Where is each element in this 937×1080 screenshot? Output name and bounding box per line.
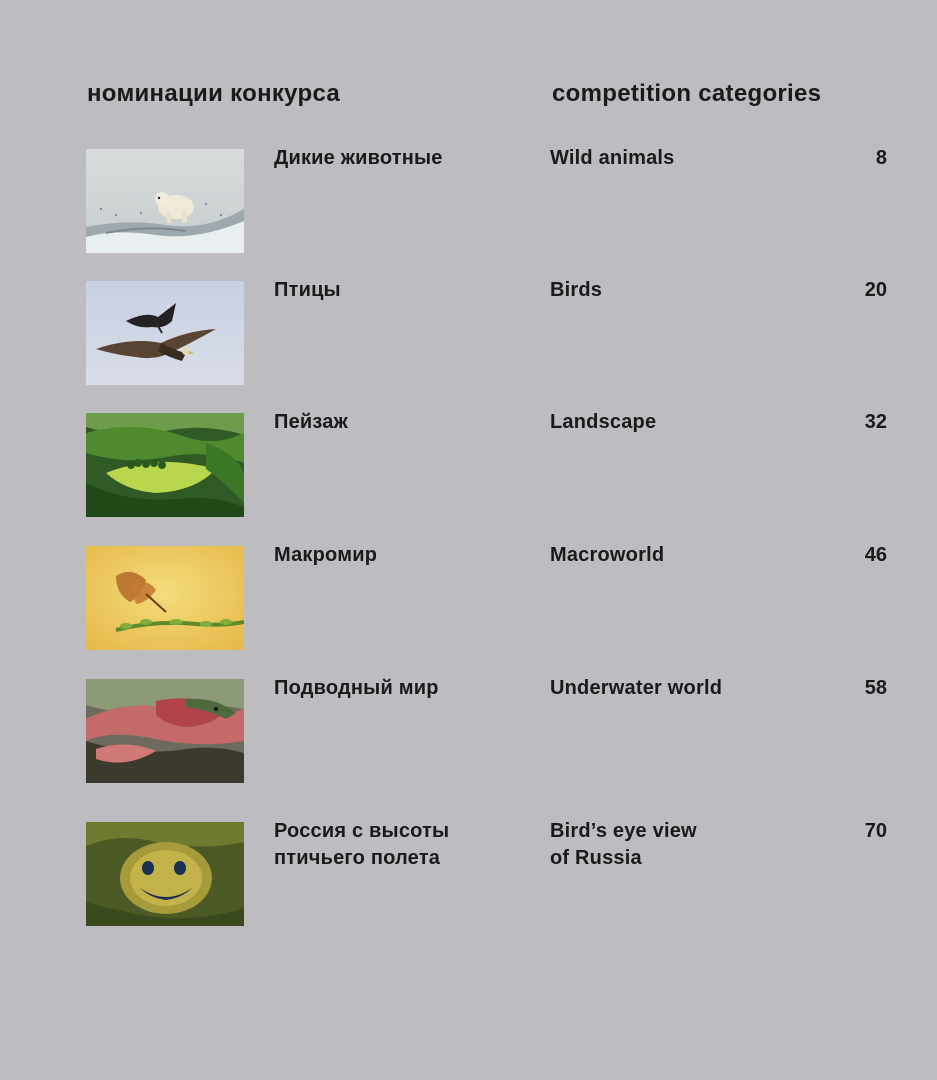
page-number: 58 — [864, 677, 887, 699]
underwater-thumbnail[interactable] — [86, 679, 244, 783]
page-number: 46 — [864, 544, 887, 566]
birds-thumbnail[interactable] — [86, 281, 244, 385]
page-number: 70 — [864, 820, 887, 842]
heading-russian: номинации конкурса — [87, 80, 341, 107]
category-title-en: Macroworld — [550, 544, 665, 566]
category-title-en: Landscape — [550, 411, 657, 433]
category-title-en: Wild animals — [550, 147, 675, 169]
category-title-en: Birds — [550, 279, 603, 301]
category-row-landscape[interactable] — [0, 413, 937, 519]
category-row-birds-eye-view[interactable] — [0, 822, 937, 928]
category-title-ru: Макромир — [274, 544, 378, 566]
macro-insect-thumbnail[interactable] — [86, 546, 244, 650]
polar-bear-thumbnail[interactable] — [86, 149, 244, 253]
category-title-en: Bird’s eye view of Russia — [550, 820, 697, 869]
category-row-macroworld[interactable] — [0, 546, 937, 652]
landscape-thumbnail[interactable] — [86, 413, 244, 517]
category-title-ru: Птицы — [274, 279, 341, 301]
page-number: 8 — [875, 147, 887, 169]
page-number: 32 — [864, 411, 887, 433]
aerial-view-thumbnail[interactable] — [86, 822, 244, 926]
category-title-en: Underwater world — [550, 677, 723, 699]
page-number: 20 — [864, 279, 887, 301]
category-title-ru: Подводный мир — [274, 677, 439, 699]
heading-english: competition categories — [552, 80, 822, 107]
category-row-underwater[interactable] — [0, 679, 937, 785]
category-row-birds[interactable] — [0, 281, 937, 387]
category-title-ru: Россия с высоты птичьего полета — [274, 820, 450, 869]
category-row-wild-animals[interactable] — [0, 149, 937, 255]
category-title-ru: Пейзаж — [274, 411, 348, 433]
category-title-ru: Дикие животные — [274, 147, 443, 169]
